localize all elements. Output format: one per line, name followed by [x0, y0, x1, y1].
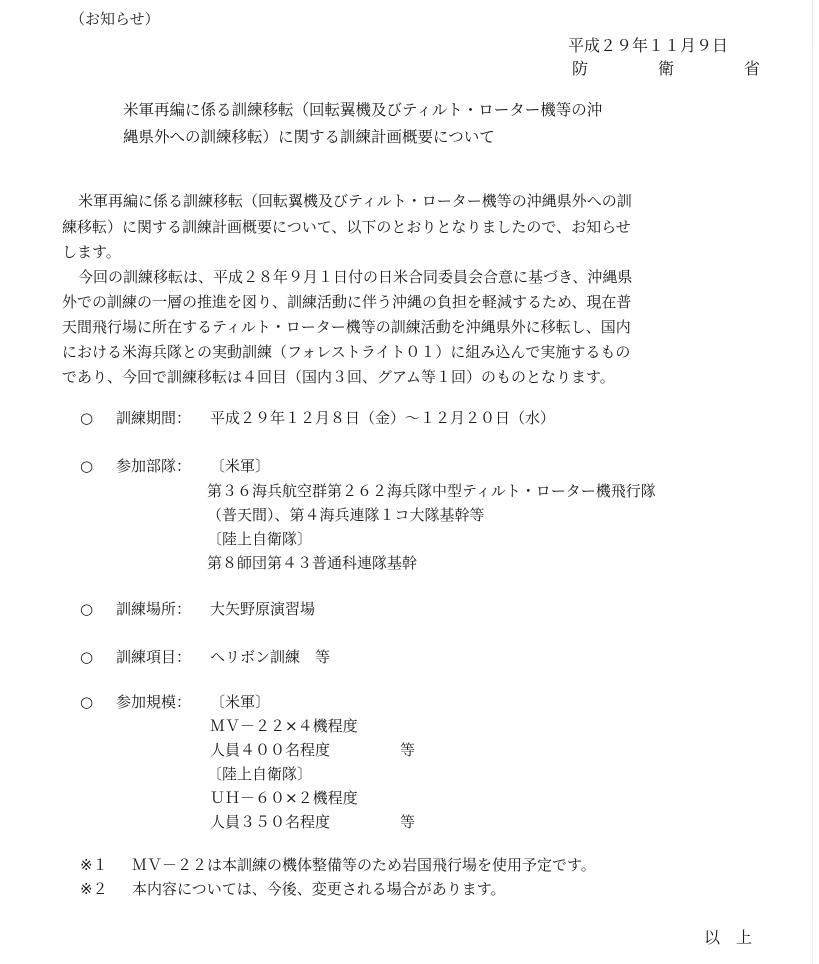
content-label: 訓練項目：	[116, 648, 192, 666]
issue-date: 平成２９年１１月９日	[568, 36, 729, 55]
title-line-2: 縄県外への訓練移転）に関する訓練計画概要について	[123, 128, 495, 146]
issuer-char-3: 省	[743, 59, 760, 78]
bullet-scale: ○	[80, 693, 94, 711]
units-us-header: 〔米軍〕	[210, 457, 271, 475]
scale-jgsdf-personnel: 人員３５０名程度	[210, 813, 331, 831]
units-label: 参加部隊：	[116, 457, 192, 475]
bullet-period: ○	[80, 409, 94, 427]
scale-jgsdf-header: 〔陸上自衛隊〕	[207, 765, 313, 783]
notice-label: （お知らせ）	[70, 10, 160, 28]
note-2-mark: ※２	[80, 880, 108, 898]
closing-mark: 以 上	[704, 928, 753, 947]
note-1-text: ＭＶ－２２は本訓練の機体整備等のため岩国飛行場を使用予定です。	[132, 856, 596, 874]
intro-p1-line-3: します。	[62, 243, 121, 261]
content-value: ヘリボン訓練 等	[210, 648, 331, 666]
scale-us-header: 〔米軍〕	[210, 693, 271, 711]
scale-jgsdf-etc: 等	[400, 813, 416, 831]
intro-p2-line-5: であり、今回で訓練移転は４回目（国内３回、グアム等１回）のものとなります。	[62, 368, 615, 386]
scale-us-aircraft: ＭＶ－２２×４機程度	[210, 717, 358, 735]
note-2-text: 本内容については、今後、変更される場合があります。	[132, 880, 506, 898]
intro-p1-line-1: 米軍再編に係る訓練移転（回転翼機及びティルト・ローター機等の沖縄県外への訓	[78, 192, 632, 210]
issuer-char-1: 防	[572, 59, 589, 78]
scale-label: 参加規模：	[116, 693, 192, 711]
units-us-line-2: （普天間）、第４海兵連隊１コ大隊基幹等	[207, 506, 485, 524]
issuer-char-2: 衛	[657, 59, 674, 78]
scale-jgsdf-aircraft: ＵＨ－６０×２機程度	[210, 789, 358, 807]
bullet-content: ○	[80, 648, 94, 666]
location-label: 訓練場所：	[116, 600, 192, 618]
intro-p2-line-2: 外での訓練の一層の推進を図り、訓練活動に伴う沖縄の負担を軽減するため、現在普	[62, 293, 632, 311]
intro-p2-line-1: 今回の訓練移転は、平成２８年９月１日付の日米合同委員会合意に基づき、沖縄県	[78, 268, 633, 286]
intro-p1-line-2: 練移転）に関する訓練計画概要について、以下のとおりとなりましたので、お知らせ	[62, 218, 631, 236]
scale-us-personnel: 人員４００名程度	[210, 741, 331, 759]
note-1-mark: ※１	[80, 856, 108, 874]
title-line-1: 米軍再編に係る訓練移転（回転翼機及びティルト・ローター機等の沖	[123, 101, 603, 119]
scale-us-etc: 等	[400, 741, 416, 759]
location-value: 大矢野原演習場	[210, 600, 316, 618]
intro-p2-line-4: における米海兵隊との実動訓練（フォレストライト０１）に組み込んで実施するもの	[62, 343, 631, 361]
scan-edge-line	[812, 0, 813, 964]
period-value: 平成２９年１２月８日（金）～１２月２０日（水）	[210, 409, 556, 427]
period-label: 訓練期間：	[116, 409, 192, 427]
units-jgsdf-header: 〔陸上自衛隊〕	[207, 530, 313, 548]
bullet-units: ○	[80, 457, 94, 475]
intro-p2-line-3: 天間飛行場に所在するティルト・ローター機等の訓練活動を沖縄県外に移転し、国内	[62, 318, 631, 336]
bullet-location: ○	[80, 600, 94, 618]
units-us-line-1: 第３６海兵航空群第２６２海兵隊中型ティルト・ローター機飛行隊	[207, 482, 656, 500]
units-jgsdf-line-1: 第８師団第４３普通科連隊基幹	[207, 554, 418, 572]
issuer	[572, 61, 760, 77]
